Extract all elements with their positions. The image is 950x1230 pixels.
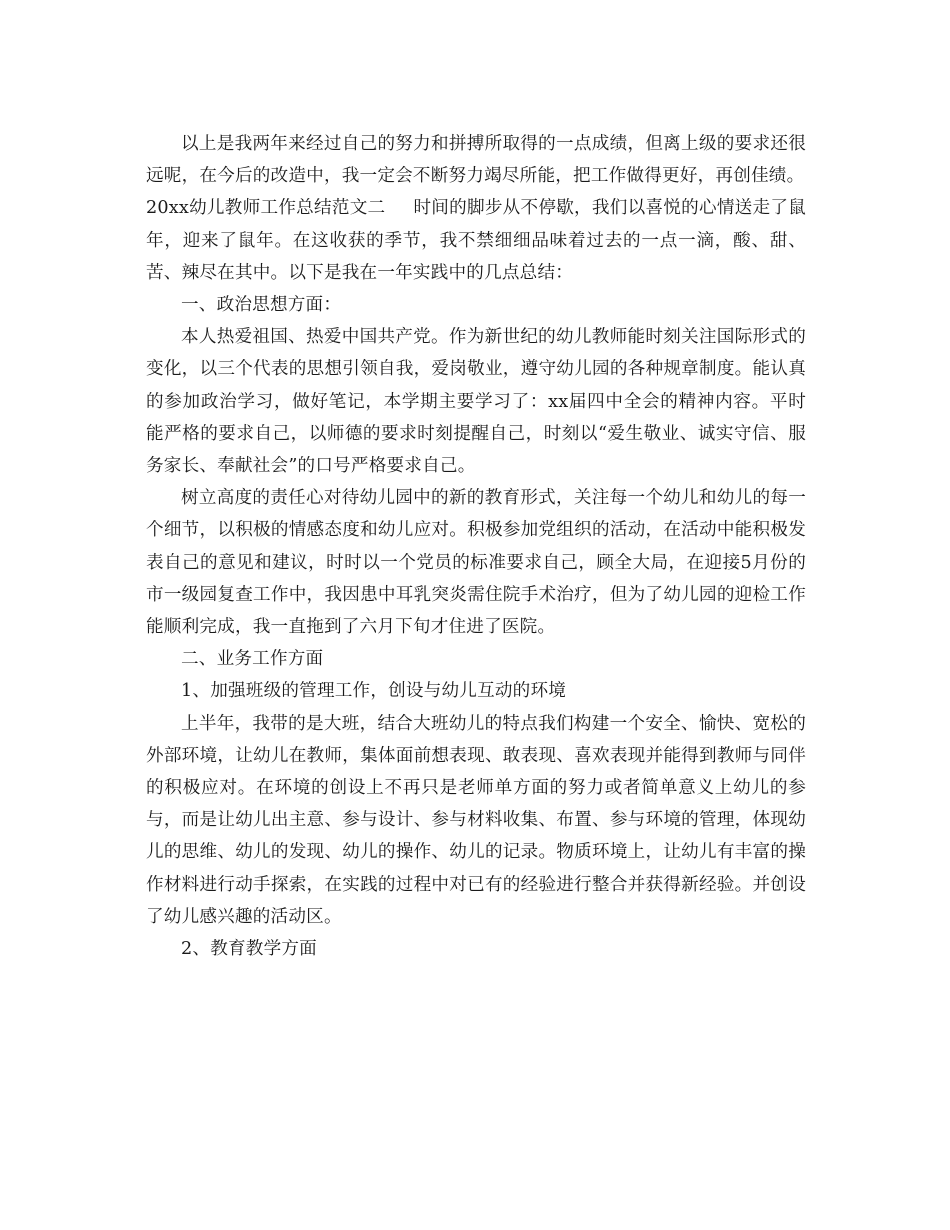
paragraph-conclusion: 以上是我两年来经过自己的努力和拼搏所取得的一点成绩，但离上级的要求还很远呢，在今后的改造中，我一定会不断努力竭尽所能，把工作做得更好，再创佳绩。 [146,134,806,187]
heading-business-work: 二、业务工作方面 [181,649,324,670]
document-body [146,128,806,965]
subheading-class-management: 1、加强班级的管理工作，创设与幼儿互动的环境 [181,681,567,702]
paragraph-class-management: 上半年，我带的是大班，结合大班幼儿的特点我们构建一个安全、愉快、宽松的外部环境，让幼儿在教师，集体面前想表现、敢表现、喜欢表现并能得到教师与同伴的积极应对。在环境的创设上不再只是老师单方面的努力或者简单意义上幼儿的参与，而是让幼儿出主意、参与设计、参与材料收集、布置、参与环境的管理，体现幼儿的思维、幼儿的发现、幼儿的操作、幼儿的记录。物质环境上，让幼儿有丰富的操作材料进行动手探索，在实践的过程中对已有的经验进行整合并获得新经验。并创设了幼儿感兴趣的活动区。 [146,713,806,927]
section-intro-text: 时间的脚步从不停歇，我们以喜悦的心情送走了鼠年，迎来了鼠年。在这收获的季节，我不禁细细品味着过去的一点一滴，酸、甜、苦、辣尽在其中。以下是我在一年实践中的几点总结： [146,198,806,283]
paragraph-political-1: 本人热爱祖国、热爱中国共产党。作为新世纪的幼儿教师能时刻关注国际形式的变化，以三个代表的思想引领自我，爱岗敬业，遵守幼儿园的各种规章制度。能认真的参加政治学习，做好笔记，本学期主要学习了：xx届四中全会的精神内容。平时能严格的要求自己，以师德的要求时刻提醒自己，时刻以“爱生敬业、诚实守信、服务家长、奉献社会”的口号严格要求自己。 [146,327,806,477]
paragraph-section-heading [146,192,806,289]
paragraph-political-2: 树立高度的责任心对待幼儿园中的新的教育形式，关注每一个幼儿和幼儿的每一个细节，以积极的情感态度和幼儿应对。积极参加党组织的活动，在活动中能积极发表自己的意见和建议，时时以一个党员的标准要求自己，顾全大局，在迎接5月份的市一级园复查工作中，我因患中耳乳突炎需住院手术治疗，但为了幼儿园的迎检工作能顺利完成，我一直拖到了六月下旬才住进了医院。 [146,488,806,638]
subheading-education-teaching: 2、教育教学方面 [181,939,317,960]
section-title: 20xx幼儿教师工作总结范文二 [146,198,386,219]
heading-political-thought: 一、政治思想方面： [181,295,342,316]
